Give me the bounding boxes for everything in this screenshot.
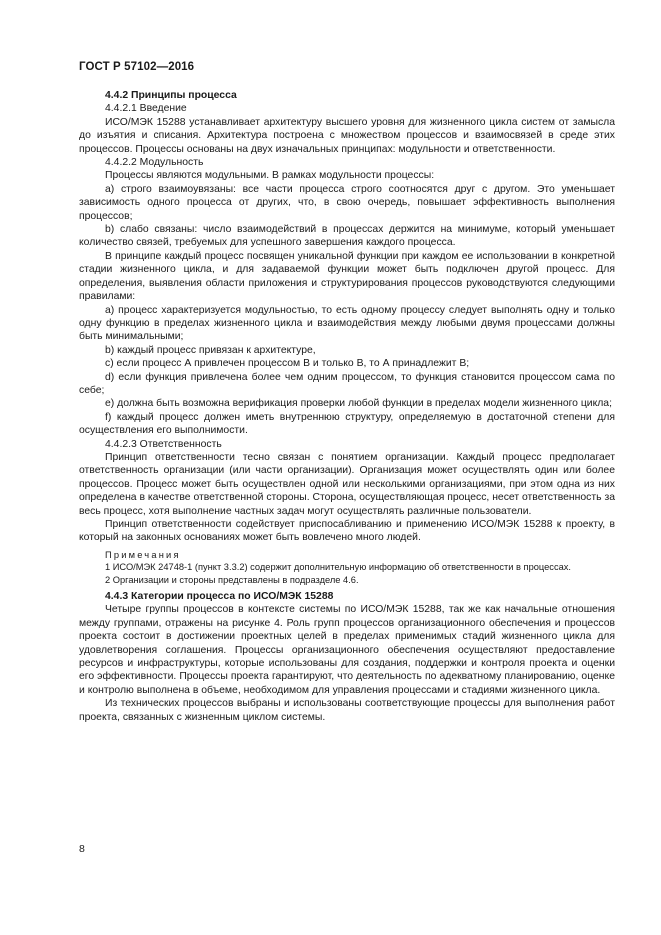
list-item: c) если процесс А привлечен процессом В и только В, то А принадлежит В;: [105, 358, 470, 370]
page-number: 8: [79, 843, 85, 855]
list-item: а) процесс характеризуется модульностью, то есть одному процессу следует выполнять одну и только одну функцию в пределах жизненного цикла и взаимодействия между любыми двумя процессами должны быть минимальными;: [79, 304, 615, 343]
paragraph: Принцип ответственности тесно связан с понятием организации. Каждый процесс предполагает ответственность организации (или части организации). Организация может осуществлять один или более процессов. Процесс может быть осуществлен одной или несколькими организациями, при этом одна из них определена в качестве ответственной стороны. Сторона, осуществляющая процесс, несет ответственность за весь процесс, хотя выполнение частных задач могут осуществлять различные пользователи.: [79, 451, 615, 517]
paragraph: ИСО/МЭК 15288 устанавливает архитектуру высшего уровня для жизненного цикла систем от замысла до изъятия и списания. Архитектура построена с множеством процессов и взаимосвязей в среде этих процессов. Процессы основаны на двух изначальных принципах: модульности и ответственности.: [79, 116, 615, 155]
paragraph: Принцип ответственности содействует приспосабливанию и применению ИСО/МЭК 15288 к проекту, в который на законных основаниях может быть вовлечено много людей.: [79, 519, 615, 544]
list-item: b) слабо связаны: число взаимодействий в процессах держится на минимуме, который уменьшает количество связей, требуемых для успешного завершения каждого процесса.: [79, 224, 615, 249]
document-body: [79, 89, 615, 724]
notes-block: [79, 549, 615, 586]
list-item: b) каждый процесс привязан к архитектуре,: [105, 344, 316, 356]
section-heading-4-4-2: 4.4.2 Принципы процесса: [105, 90, 237, 101]
note-item: 2 Организации и стороны представлены в подразделе 4.6.: [105, 574, 359, 585]
paragraph: В принципе каждый процесс посвящен уникальной функции при каждом ее использовании в конкретной стадии жизненного цикла, и для задаваемой функции может быть подключен другой процесс. Для определения, выявления области приложения и структурирования процессов руководствуются следующими правилами:: [79, 250, 615, 303]
paragraph: Процессы являются модульными. В рамках модульности процессы:: [105, 170, 435, 182]
section-heading-4-4-3: 4.4.3 Категории процесса по ИСО/МЭК 15288: [105, 591, 334, 603]
notes-title: Примечания: [105, 549, 181, 560]
page-header-standard-id: ГОСТ Р 57102—2016: [79, 61, 195, 73]
subsection-title-4-4-2-2: 4.4.2.2 Модульность: [105, 157, 204, 169]
subsection-title-4-4-2-3: 4.4.2.3 Ответственность: [105, 438, 222, 450]
list-item: f) каждый процесс должен иметь внутреннюю структуру, определяемую в достаточной степени для осуществления его выполнимости.: [79, 411, 615, 437]
list-item: d) если функция привлечена более чем одним процессом, то функция становится процессом сама по себе;: [79, 371, 615, 396]
list-item: e) должна быть возможна верификация проверки любой функции в пределах модели жизненного цикла;: [105, 398, 612, 410]
note-item: 1 ИСО/МЭК 24748-1 (пункт 3.3.2) содержит дополнительную информацию об ответственности в процессах.: [105, 562, 572, 573]
paragraph: Четыре группы процессов в контексте системы по ИСО/МЭК 15288, так же как начальные отношения между группами, отражены на рисунке 4. Роль групп процессов организационного обеспечения и процессов проекта состоит в достижении проектных целей в пределах применимых стадий жизненного цикла для удовлетворения соглашения. Процессы организационного обеспечения осуществляют предоставление ресурсов и инфраструктуры, которые использованы для создания, поддержки и контроля проекта и оценки его эффективности. Процессы проекта гарантируют, что деятельность по адекватному планированию, оценке и контролю выполнена в объеме, необходимом для управления процессами и стадиями жизненного цикла.: [79, 604, 615, 696]
subsection-title-4-4-2-1: 4.4.2.1 Введение: [105, 103, 187, 115]
paragraph: Из технических процессов выбраны и использованы соответствующие процессы для выполнения работ проекта, связанных с жизненным циклом системы.: [79, 698, 615, 723]
list-item: а) строго взаимоувязаны: все части процесса строго соотносятся друг с другом. Это уменьшает зависимость одного процесса от других, что, в свою очередь, повышает эффективность выполнения процессов;: [79, 183, 615, 222]
